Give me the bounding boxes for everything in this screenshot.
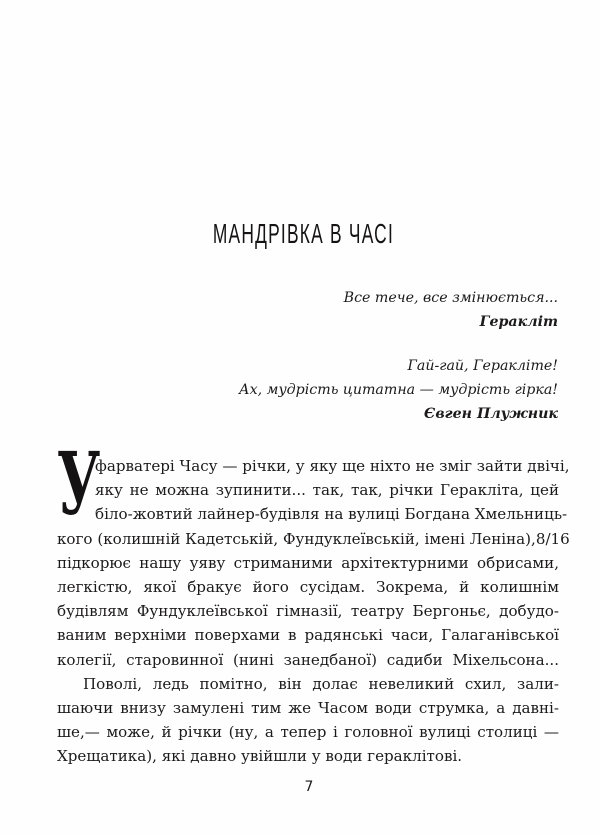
paragraph-2 <box>57 672 559 769</box>
epigraph-quote-line: Все тече, все змінюється... <box>343 290 558 306</box>
epigraph-author: Геракліт <box>479 314 558 330</box>
text-line: Хрещатика), які давно увійшли у води гераклітові. <box>57 747 463 766</box>
epigraph-quote-line: Гай-гай, Геракліте! <box>407 358 558 374</box>
epigraph-heraclitus <box>344 286 558 334</box>
text-line: шаючи внизу замулені тим же Часом води струмка, а давні- <box>57 698 559 717</box>
epigraph-author: Євген Плужник <box>424 406 558 422</box>
text-line: кого (колишній Кадетській, Фундуклеївській, імені Леніна),8/16 <box>57 529 570 548</box>
text-line: підкорює нашу уяву стриманими архітектурними обрисами, <box>57 553 559 572</box>
paragraph-1 <box>57 454 570 672</box>
body-text <box>57 454 570 768</box>
text-line: фарватері Часу — річки, у яку ще ніхто не зміг зайти двічі, <box>95 457 570 475</box>
text-line: біло-жовтий лайнер-будівля на вулиці Богдана Хмельниць- <box>95 505 568 524</box>
page-number: 7 <box>304 779 314 795</box>
text-line: колегії, старовинної (нині занедбаної) садиби Міхельсона... <box>57 650 559 669</box>
epigraph-pluzhnyk <box>239 354 558 426</box>
text-line: легкістю, якої бракує його сусідам. Зокрема, й колишнім <box>57 577 559 596</box>
text-line: яку не можна зупинити... так, так, річки Геракліта, цей <box>95 481 559 500</box>
drop-cap: У <box>57 434 101 535</box>
text-line: Поволі, ледь помітно, він долає невеликий схил, зали- <box>83 674 559 693</box>
text-line: ше,— може, й річки (ну, а тепер і головної вулиці столиці — <box>57 723 559 742</box>
text-line: будівлям Фундуклеївської гімназії, театру Бергоньє, добудо- <box>57 602 559 621</box>
text-line: ваним верхніми поверхами в радянські часи, Галаганівської <box>57 626 559 645</box>
epigraph-quote-line: Ах, мудрість цитатна — мудрість гірка! <box>238 382 558 398</box>
chapter-title: МАНДРІВКА В ЧАСІ <box>212 218 395 249</box>
